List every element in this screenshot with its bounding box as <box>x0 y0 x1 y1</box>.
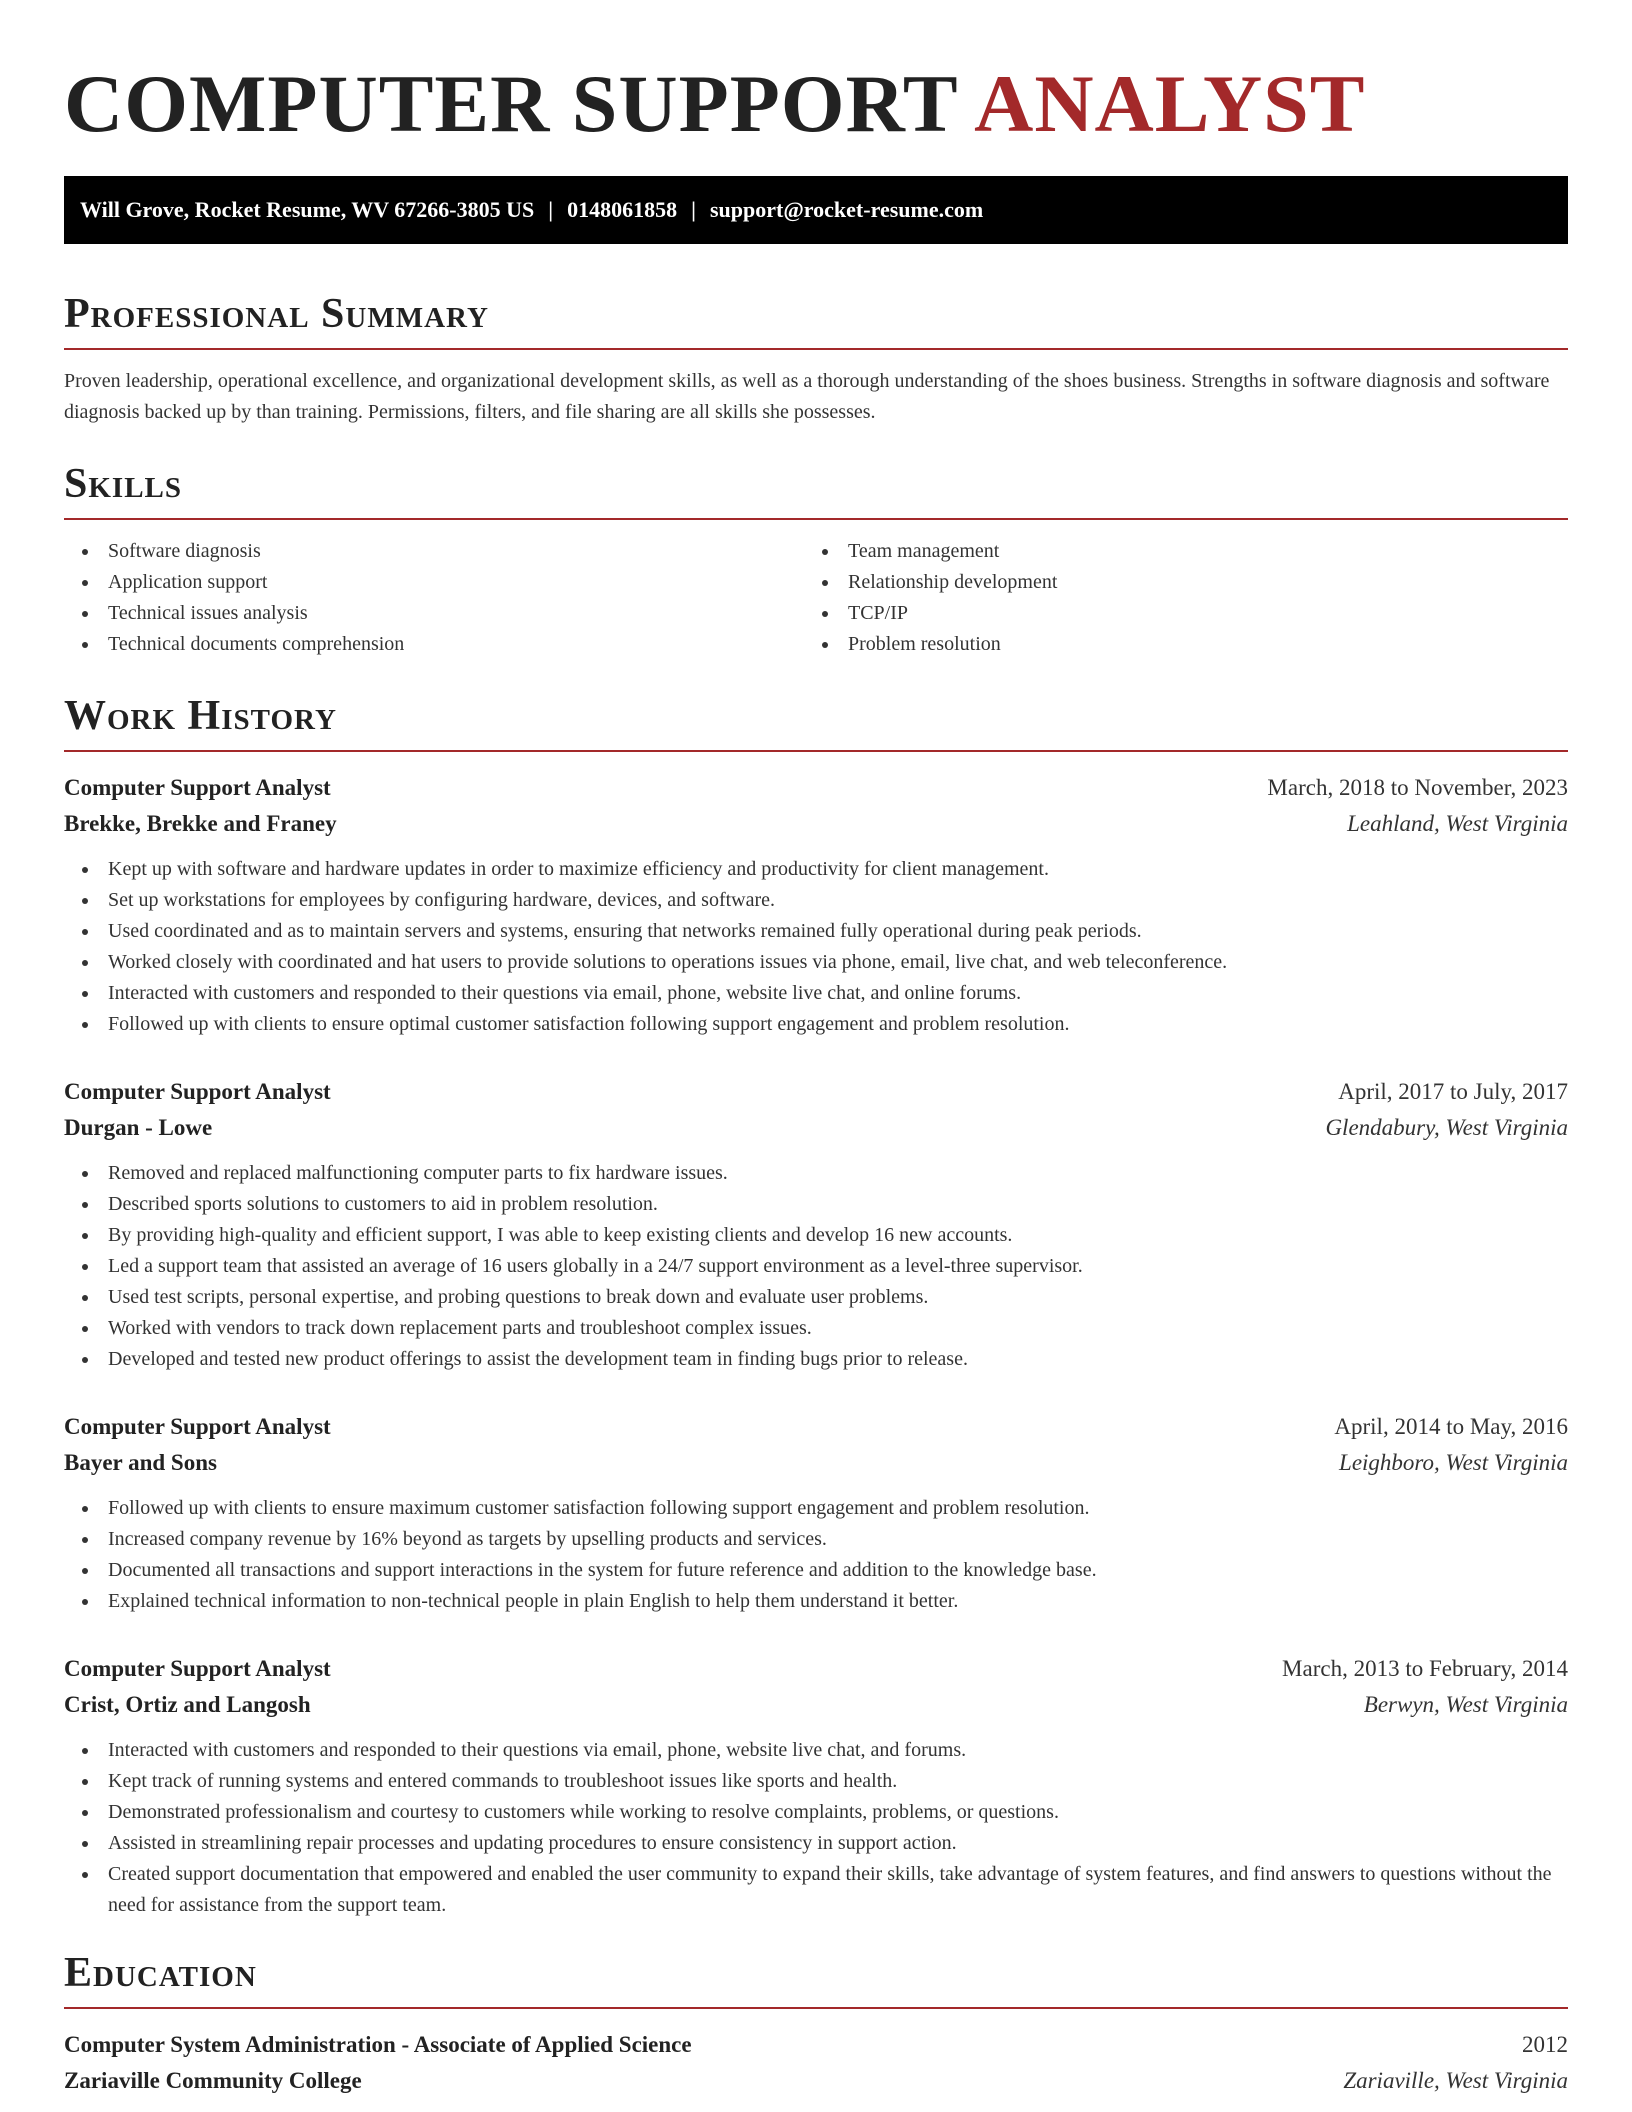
job-employer-row <box>64 1445 1568 1481</box>
summary-heading: Professional Summary <box>64 288 1568 350</box>
work-history-heading: Work History <box>64 690 1568 752</box>
skills-column-left <box>64 536 804 660</box>
job-duty: Worked closely with coordinated and hat users to provide solutions to operations issues via phone, email, live chat, and web teleconference. <box>64 947 1568 978</box>
skills-grid <box>64 536 1568 660</box>
job-dates: March, 2013 to February, 2014 <box>1282 1656 1568 1681</box>
education-school-row <box>64 2063 1568 2099</box>
job-duty: Developed and tested new product offerings to assist the development team in finding bugs prior to release. <box>64 1344 1568 1375</box>
job-dates: March, 2018 to November, 2023 <box>1267 775 1568 800</box>
job-header-row <box>64 1651 1568 1687</box>
education-degree: Computer System Administration - Associate of Applied Science <box>64 2032 692 2057</box>
title-accent: ANALYST <box>974 58 1366 149</box>
skill-item: Application support <box>64 567 804 598</box>
skills-list <box>804 536 1544 660</box>
title-main: COMPUTER SUPPORT <box>64 58 958 149</box>
education-school: Zariaville Community College <box>64 2068 362 2093</box>
job-employer-row <box>64 1110 1568 1146</box>
education-entry <box>64 2027 1568 2099</box>
skills-column-right <box>804 536 1544 660</box>
job-duty: By providing high-quality and efficient support, I was able to keep existing clients and develop 16 new accounts. <box>64 1220 1568 1251</box>
job-duty: Kept up with software and hardware updates in order to maximize efficiency and productivity for client management. <box>64 854 1568 885</box>
contact-address: Will Grove, Rocket Resume, WV 67266-3805 US <box>80 197 535 222</box>
education-year: 2012 <box>1522 2032 1568 2057</box>
job-company: Crist, Ortiz and Langosh <box>64 1692 311 1717</box>
skill-item: TCP/IP <box>804 598 1544 629</box>
skill-item: Technical issues analysis <box>64 598 804 629</box>
job-location: Leahland, West Virginia <box>1347 811 1568 836</box>
skills-list <box>64 536 804 660</box>
job-title: Computer Support Analyst <box>64 1656 331 1681</box>
job-location: Berwyn, West Virginia <box>1363 1692 1568 1717</box>
job-company: Brekke, Brekke and Franey <box>64 811 337 836</box>
skill-item: Relationship development <box>804 567 1544 598</box>
job-duty: Created support documentation that empowered and enabled the user community to expand their skills, take advantage of system features, and find answers to questions without the need for assistance from the support team. <box>64 1859 1568 1921</box>
job-company: Bayer and Sons <box>64 1450 217 1475</box>
skills-heading: Skills <box>64 458 1568 520</box>
job-location: Leighboro, West Virginia <box>1339 1450 1568 1475</box>
job-employer-row <box>64 806 1568 842</box>
job-title: Computer Support Analyst <box>64 775 331 800</box>
summary-section <box>64 288 1568 428</box>
job-duty: Followed up with clients to ensure optimal customer satisfaction following support engagement and problem resolution. <box>64 1009 1568 1040</box>
job-duty: Led a support team that assisted an average of 16 users globally in a 24/7 support environment as a level-three supervisor. <box>64 1251 1568 1282</box>
resume-title <box>64 56 1568 152</box>
job-duty: Interacted with customers and responded to their questions via email, phone, website live chat, and online forums. <box>64 978 1568 1009</box>
education-location: Zariaville, West Virginia <box>1343 2068 1568 2093</box>
job-duty: Explained technical information to non-technical people in plain English to help them understand it better. <box>64 1586 1568 1617</box>
job-duties-list <box>64 1158 1568 1375</box>
job-employer-row <box>64 1687 1568 1723</box>
skill-item: Software diagnosis <box>64 536 804 567</box>
skill-item: Problem resolution <box>804 629 1544 660</box>
contact-separator: | <box>548 197 554 222</box>
contact-email: support@rocket-resume.com <box>709 197 984 222</box>
job-title: Computer Support Analyst <box>64 1079 331 1104</box>
skills-section <box>64 458 1568 660</box>
job-duty: Used coordinated and as to maintain servers and systems, ensuring that networks remained fully operational during peak periods. <box>64 916 1568 947</box>
job-header-row <box>64 1409 1568 1445</box>
education-header-row <box>64 2027 1568 2063</box>
job-duty: Assisted in streamlining repair processes and updating procedures to ensure consistency in support action. <box>64 1828 1568 1859</box>
job-dates: April, 2014 to May, 2016 <box>1334 1414 1568 1439</box>
job-duty: Set up workstations for employees by configuring hardware, devices, and software. <box>64 885 1568 916</box>
job-entry <box>64 1409 1568 1617</box>
job-header-row <box>64 770 1568 806</box>
job-duty: Demonstrated professionalism and courtesy to customers while working to resolve complaints, problems, or questions. <box>64 1797 1568 1828</box>
work-history-section <box>64 690 1568 1921</box>
job-location: Glendabury, West Virginia <box>1325 1115 1568 1140</box>
job-entry <box>64 1651 1568 1921</box>
job-duty: Described sports solutions to customers to aid in problem resolution. <box>64 1189 1568 1220</box>
skill-item: Technical documents comprehension <box>64 629 804 660</box>
summary-text: Proven leadership, operational excellence, and organizational development skills, as well as a thorough understanding of the shoes business. Strengths in software diagnosis and software diagnosis backed up by than training. Permissions, filters, and file sharing are all skills she possesses. <box>64 370 1550 423</box>
job-company: Durgan - Lowe <box>64 1115 213 1140</box>
job-duty: Removed and replaced malfunctioning computer parts to fix hardware issues. <box>64 1158 1568 1189</box>
job-title: Computer Support Analyst <box>64 1414 331 1439</box>
job-duty: Worked with vendors to track down replacement parts and troubleshoot complex issues. <box>64 1313 1568 1344</box>
job-duty: Increased company revenue by 16% beyond as targets by upselling products and services. <box>64 1524 1568 1555</box>
skill-item: Team management <box>804 536 1544 567</box>
job-entry <box>64 770 1568 1040</box>
job-dates: April, 2017 to July, 2017 <box>1338 1079 1568 1104</box>
job-duty: Followed up with clients to ensure maximum customer satisfaction following support engagement and problem resolution. <box>64 1493 1568 1524</box>
contact-bar <box>64 176 1568 244</box>
job-duties-list <box>64 854 1568 1040</box>
job-duties-list <box>64 1493 1568 1617</box>
education-section <box>64 1947 1568 2099</box>
job-duty: Interacted with customers and responded to their questions via email, phone, website live chat, and forums. <box>64 1735 1568 1766</box>
job-header-row <box>64 1074 1568 1110</box>
job-duty: Used test scripts, personal expertise, and probing questions to break down and evaluate user problems. <box>64 1282 1568 1313</box>
job-duty: Documented all transactions and support interactions in the system for future reference and addition to the knowledge base. <box>64 1555 1568 1586</box>
education-heading: Education <box>64 1947 1568 2009</box>
job-duties-list <box>64 1735 1568 1921</box>
job-entry <box>64 1074 1568 1375</box>
contact-phone: 0148061858 <box>567 197 678 222</box>
job-duty: Kept track of running systems and entered commands to troubleshoot issues like sports and health. <box>64 1766 1568 1797</box>
contact-separator: | <box>691 197 696 222</box>
